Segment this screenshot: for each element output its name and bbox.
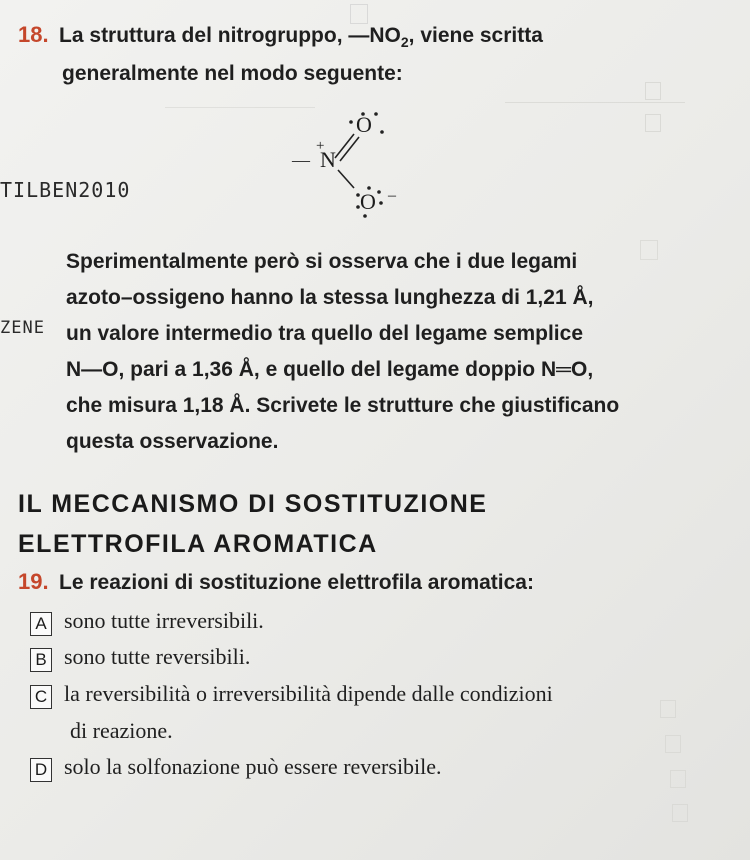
option-c-continuation: di reazione. bbox=[70, 718, 173, 743]
question-number: 19. bbox=[18, 569, 49, 594]
q18-line2: generalmente nel modo seguente: bbox=[62, 62, 403, 85]
margin-fragment: ZENE bbox=[0, 318, 45, 338]
para-line: questa osservazione. bbox=[66, 430, 279, 453]
option-text: la reversibilità o irreversibilità dipende dalle condizioni bbox=[64, 681, 553, 706]
section-title bbox=[18, 484, 487, 564]
charge-minus: – bbox=[388, 187, 396, 204]
q18-line1: La struttura del nitrogruppo, $—NO_2$, viene scritta bbox=[59, 24, 543, 51]
para-line: che misura 1,18 Å. Scrivete le strutture che giustificano bbox=[66, 394, 620, 417]
para-line: un valore intermedio tra quello del legame semplice bbox=[66, 322, 583, 345]
option-letter-box: B bbox=[30, 648, 52, 672]
option-text: sono tutte reversibili. bbox=[64, 644, 251, 669]
option-letter-box: C bbox=[30, 685, 52, 709]
handwritten-note: TILBEN2010 bbox=[0, 178, 131, 202]
option-text: sono tutte irreversibili. bbox=[64, 608, 264, 633]
nitrogen: N bbox=[320, 147, 336, 172]
section-title-line: IL MECCANISMO DI SOSTITUZIONE bbox=[18, 490, 488, 518]
oxygen-top: O bbox=[356, 112, 372, 137]
option-letter-box: A bbox=[30, 612, 52, 636]
q18-paragraph bbox=[66, 244, 746, 460]
option-text: solo la solfonazione può essere reversibile. bbox=[64, 754, 442, 779]
q19-question: Le reazioni di sostituzione elettrofila aromatica: bbox=[59, 571, 534, 594]
para-line: azoto–ossigeno hanno la stessa lunghezza di 1,21 Å, bbox=[66, 286, 594, 309]
section-title-line: ELETTROFILA AROMATICA bbox=[18, 530, 378, 558]
question-number: 18. bbox=[18, 22, 49, 47]
bond-dash: — bbox=[292, 150, 310, 170]
q19-header bbox=[18, 565, 534, 601]
option-b[interactable] bbox=[30, 644, 250, 672]
option-d[interactable] bbox=[30, 754, 442, 782]
option-c[interactable] bbox=[30, 681, 553, 709]
charge-plus: + bbox=[316, 138, 325, 154]
para-line: N—O, pari a 1,36 Å, e quello del legame doppio N═O, bbox=[66, 358, 594, 381]
q18-header bbox=[18, 18, 543, 60]
nitro-structure bbox=[280, 100, 420, 230]
oxygen-bottom: O bbox=[360, 189, 376, 214]
option-letter-box: D bbox=[30, 758, 52, 782]
para-line: Sperimentalmente però si osserva che i due legami bbox=[66, 250, 578, 273]
option-a[interactable] bbox=[30, 608, 264, 636]
